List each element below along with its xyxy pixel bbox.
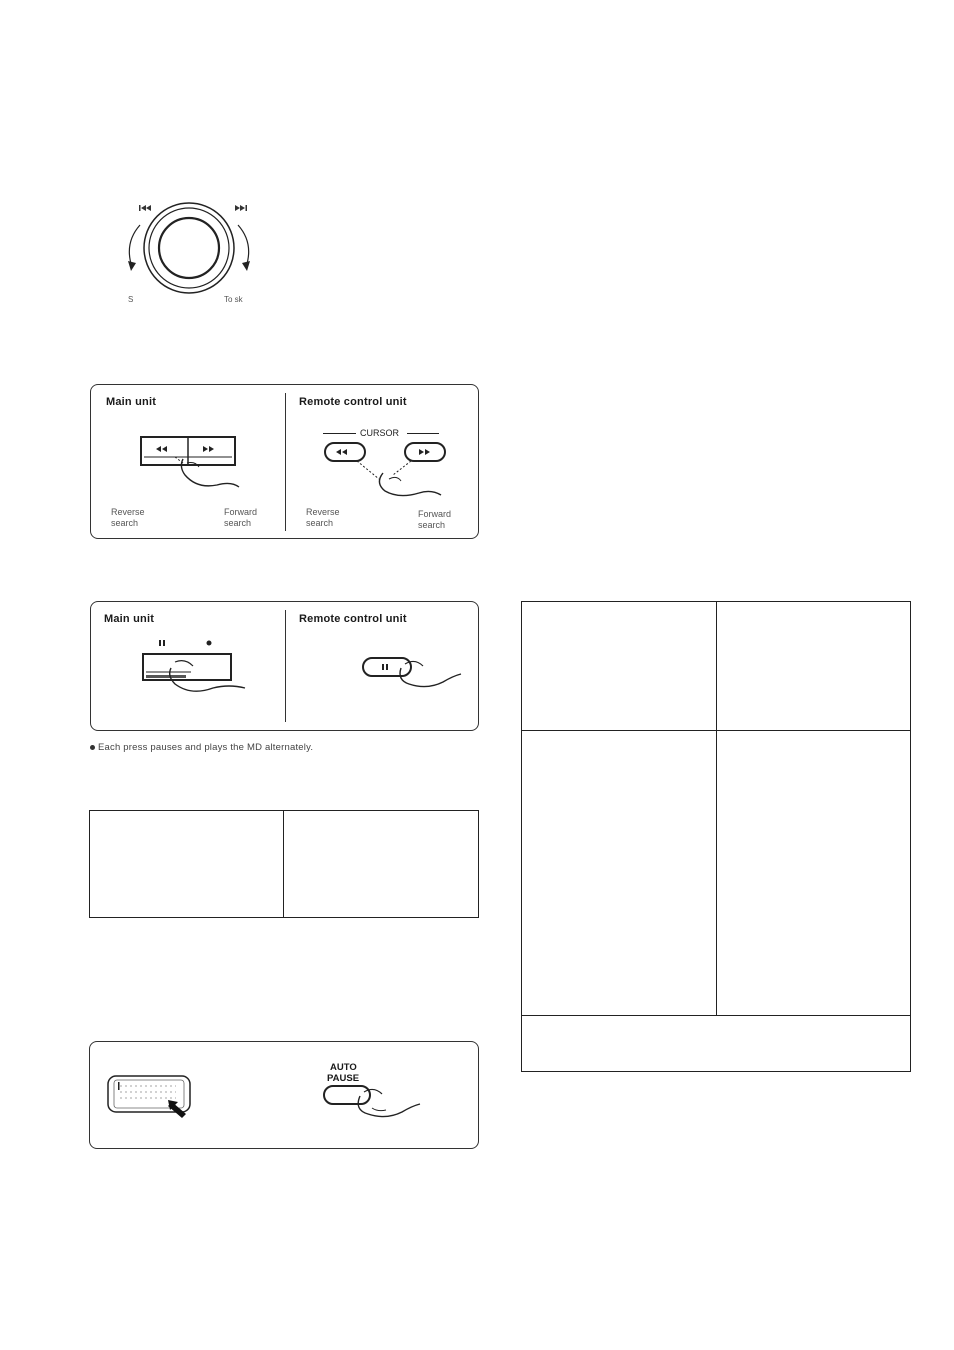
remote-search-buttons[interactable] bbox=[323, 441, 453, 501]
cursor-label-group bbox=[323, 428, 439, 440]
auto-pause-panel bbox=[89, 1041, 479, 1149]
pause-note bbox=[90, 742, 313, 753]
main-reverse-label: Reverse bbox=[111, 507, 145, 517]
right-table-row-divider-1 bbox=[522, 730, 910, 731]
jog-right-label: To sk bbox=[224, 295, 243, 304]
jog-dial-figure bbox=[110, 195, 270, 315]
main-forward-label-2: search bbox=[224, 518, 252, 528]
right-table-col-divider bbox=[716, 602, 717, 1015]
search-remote-title: Remote control unit bbox=[299, 396, 407, 408]
skip-forward-icon bbox=[232, 205, 248, 211]
remote-forward-label-2: search bbox=[418, 520, 446, 530]
auto-pause-label-2: PAUSE bbox=[327, 1073, 360, 1084]
search-main-title: Main unit bbox=[106, 396, 157, 408]
main-forward-label: Forward bbox=[224, 507, 258, 517]
search-divider bbox=[285, 393, 286, 531]
pause-divider bbox=[285, 610, 286, 722]
main-reverse-label-2: search bbox=[111, 518, 139, 528]
left-table bbox=[89, 810, 479, 918]
auto-pause-button[interactable] bbox=[322, 1084, 432, 1134]
remote-reverse-label: Reverse bbox=[306, 507, 340, 517]
cursor-label: CURSOR bbox=[360, 428, 400, 438]
jog-left-label: S bbox=[128, 295, 134, 304]
pause-remote-title: Remote control unit bbox=[299, 613, 407, 625]
main-pause-button[interactable] bbox=[141, 638, 251, 698]
bullet-icon bbox=[90, 745, 95, 750]
cursor-rule-left bbox=[323, 433, 356, 434]
skip-back-icon bbox=[138, 205, 154, 211]
pause-note-text: Each press pauses and plays the MD alternately. bbox=[98, 742, 314, 753]
remote-pause-button[interactable] bbox=[361, 654, 471, 694]
right-table-row-divider-2 bbox=[522, 1015, 910, 1016]
remote-reverse-label-2: search bbox=[306, 518, 334, 528]
auto-pause-label-1: AUTO bbox=[330, 1062, 357, 1073]
main-search-buttons[interactable] bbox=[139, 435, 239, 493]
right-table bbox=[521, 601, 911, 1072]
pause-panel bbox=[90, 601, 479, 731]
left-table-col-divider bbox=[283, 811, 284, 917]
display-panel-figure bbox=[106, 1072, 196, 1122]
search-panel bbox=[90, 384, 479, 539]
cursor-rule-right bbox=[407, 433, 439, 434]
remote-forward-label: Forward bbox=[418, 509, 452, 519]
jog-dial[interactable] bbox=[110, 195, 270, 315]
pause-main-title: Main unit bbox=[104, 613, 155, 625]
